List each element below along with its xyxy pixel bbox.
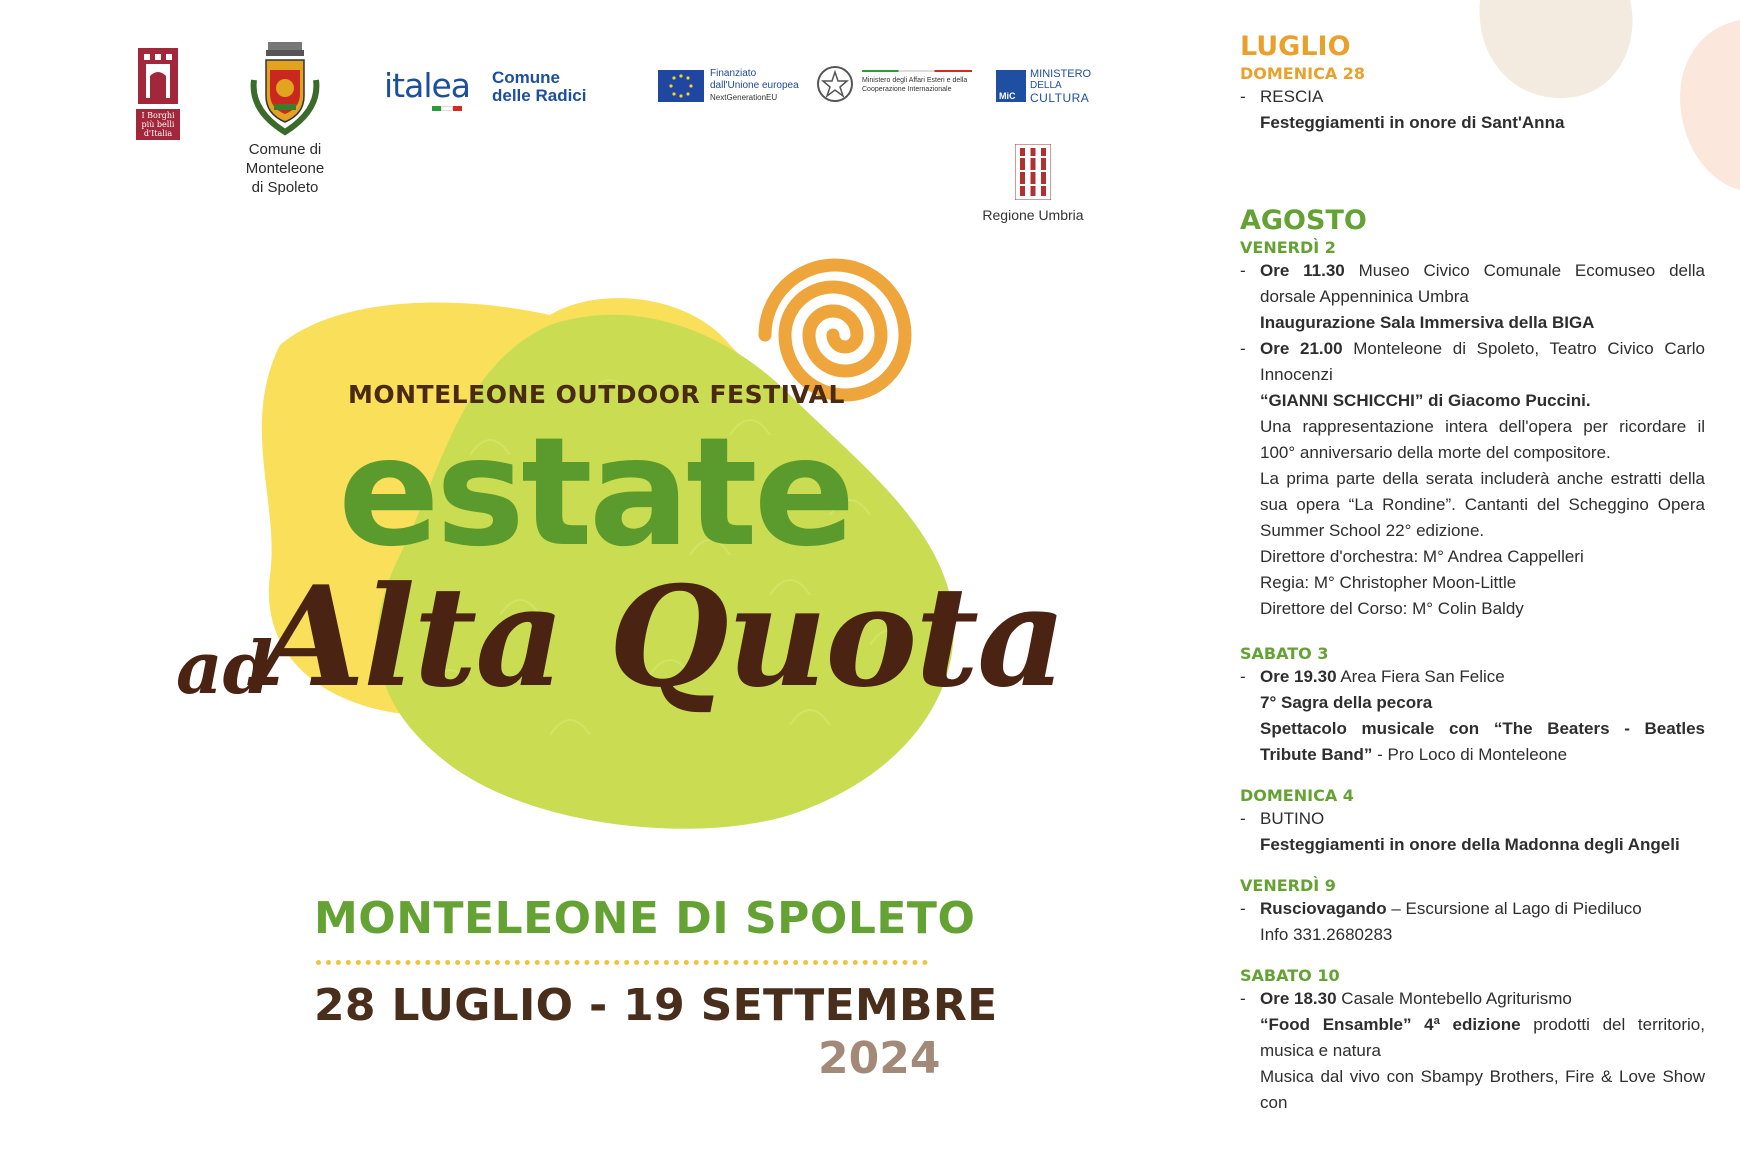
event-time: Ore 11.30 bbox=[1260, 261, 1345, 280]
list-item: - Ore 19.30 Area Fiera San Felice bbox=[1240, 667, 1505, 686]
mic-text-line3: CULTURA bbox=[1030, 91, 1090, 105]
eu-logo bbox=[658, 70, 808, 106]
mic-badge-label: MiC bbox=[999, 91, 1016, 101]
event-credit: Regia: M° Christopher Moon-Little bbox=[1260, 573, 1517, 592]
castle-icon bbox=[136, 46, 180, 106]
italy-flag-icon bbox=[432, 106, 462, 111]
event-title bbox=[1240, 1012, 1705, 1064]
event-time: Ore 18.30 bbox=[1260, 989, 1337, 1008]
place-rescia: RESCIA bbox=[1260, 87, 1324, 106]
comune-name-line2: Monteleone bbox=[245, 159, 325, 177]
event-place: Museo Civico Comunale Ecomuseo della dorsale Appenninica Umbra bbox=[1260, 261, 1705, 306]
mic-logo bbox=[996, 68, 1096, 110]
regione-name: Regione Umbria bbox=[982, 207, 1084, 223]
month-luglio: LUGLIO bbox=[1240, 31, 1351, 62]
event-credit: Direttore del Corso: M° Colin Baldy bbox=[1260, 599, 1524, 618]
day-venerdi-2: VENERDÌ 2 bbox=[1240, 238, 1336, 257]
month-agosto: AGOSTO bbox=[1240, 205, 1367, 236]
mic-badge bbox=[996, 70, 1026, 102]
italea-logo bbox=[384, 66, 604, 116]
list-item: - Ore 21.00 Monteleone di Spoleto, Teatro Civico Carlo Innocenzi bbox=[1240, 339, 1705, 384]
sun-spiral-icon bbox=[765, 265, 905, 395]
event-info: Info 331.2680283 bbox=[1260, 925, 1393, 944]
event-title bbox=[1240, 716, 1705, 768]
event-place: Area Fiera San Felice bbox=[1336, 667, 1505, 686]
place-butino: BUTINO bbox=[1260, 809, 1325, 828]
event-name: “Food Ensamble” 4ª edizione bbox=[1260, 1015, 1521, 1034]
regione-emblem-icon bbox=[1015, 144, 1051, 200]
italea-text-line2: delle Radici bbox=[492, 86, 587, 105]
eu-text-line1: Finanziato bbox=[710, 68, 757, 79]
event-credit: Direttore d'orchestra: M° Andrea Cappelleri bbox=[1260, 547, 1584, 566]
program-column bbox=[1240, 30, 1705, 1116]
event-description: La prima parte della serata includerà anche estratti della sua opera “La Rondine”. Cantanti del Scheggino Opera Summer School 22° edizione. bbox=[1260, 469, 1705, 540]
event-description: Una rappresentazione intera dell'opera per ricordare il 100° anniversario della morte del compositore. bbox=[1260, 417, 1705, 462]
eu-text-line2: dall'Unione europea bbox=[710, 80, 799, 91]
event-line: Musica dal vivo con Sbampy Brothers, Fire & Love Show con bbox=[1260, 1067, 1705, 1112]
list-item: - BUTINO bbox=[1240, 809, 1325, 828]
event-place: Casale Montebello Agriturismo bbox=[1336, 989, 1572, 1008]
day-sabato-3: SABATO 3 bbox=[1240, 644, 1329, 663]
event-time: Ore 21.00 bbox=[1260, 339, 1343, 358]
event-name: Rusciovagando bbox=[1260, 899, 1387, 918]
emblem-icon bbox=[816, 64, 854, 104]
event-place: Monteleone di Spoleto, Teatro Civico Carlo Innocenzi bbox=[1260, 339, 1705, 384]
event-desc: prodotti del territorio, musica e natura bbox=[1260, 1015, 1705, 1060]
borghi-label: I Borghi più belli d'Italia bbox=[136, 109, 180, 140]
event-organizer: - Pro Loco di Monteleone bbox=[1372, 745, 1568, 764]
festival-year: 2024 bbox=[818, 1033, 941, 1084]
event-title: 7° Sagra della pecora bbox=[1260, 693, 1433, 712]
italea-text-line1: Comune bbox=[492, 68, 560, 87]
mic-text-line1: MINISTERO bbox=[1030, 68, 1092, 80]
list-item: - Ore 11.30 Museo Civico Comunale Ecomuseo della dorsale Appenninica Umbra bbox=[1240, 261, 1705, 306]
mic-text-line2: DELLA bbox=[1030, 80, 1062, 91]
town-name: MONTELEONE DI SPOLETO bbox=[314, 893, 976, 944]
estate-title: estate bbox=[338, 406, 852, 580]
regione-logo bbox=[968, 144, 1098, 223]
esteri-text: Ministero degli Affari Esteri e della Cooperazione Internazionale bbox=[862, 77, 968, 93]
list-item: - Rusciovagando – Escursione al Lago di Piediluco bbox=[1240, 899, 1642, 918]
borghi-logo bbox=[136, 46, 180, 138]
comune-name-line3: di Spoleto bbox=[251, 178, 319, 196]
dotted-divider bbox=[316, 960, 928, 965]
italea-wordmark: italea bbox=[384, 66, 471, 105]
festival-subtitle: MONTELEONE OUTDOOR FESTIVAL bbox=[348, 380, 845, 409]
event-santanna: Festeggiamenti in onore di Sant'Anna bbox=[1260, 113, 1565, 132]
ad-title: ad bbox=[176, 625, 273, 710]
comune-name-line1: Comune di bbox=[248, 141, 322, 158]
day-domenica-4: DOMENICA 4 bbox=[1240, 786, 1354, 805]
day-venerdi-9: VENERDÌ 9 bbox=[1240, 876, 1336, 895]
esteri-logo bbox=[816, 64, 976, 108]
event-title: Festeggiamenti in onore della Madonna degli Angeli bbox=[1260, 835, 1680, 854]
event-desc: – Escursione al Lago di Piediluco bbox=[1386, 899, 1642, 918]
festival-dates: 28 LUGLIO - 19 SETTEMBRE bbox=[314, 980, 998, 1031]
eu-flag-icon bbox=[658, 70, 704, 102]
comune-logo bbox=[235, 40, 335, 197]
alta-quota-title: Alta Quota bbox=[258, 555, 1065, 718]
list-item: - Ore 18.30 Casale Montebello Agriturismo bbox=[1240, 989, 1572, 1008]
event-title: Inaugurazione Sala Immersiva della BIGA bbox=[1260, 313, 1595, 332]
day-sabato-10: SABATO 10 bbox=[1240, 966, 1340, 985]
eu-text-line3: NextGenerationEU bbox=[710, 93, 778, 102]
event-show: Spettacolo musicale con “The Beaters - Beatles Tribute Band” bbox=[1260, 719, 1705, 764]
list-item: - RESCIA bbox=[1240, 87, 1324, 106]
coat-of-arms-icon bbox=[244, 40, 326, 136]
event-time: Ore 19.30 bbox=[1260, 667, 1337, 686]
event-title: “GIANNI SCHICCHI” di Giacomo Puccini. bbox=[1260, 391, 1591, 410]
day-domenica-28: DOMENICA 28 bbox=[1240, 64, 1366, 83]
esteri-divider bbox=[862, 70, 972, 72]
